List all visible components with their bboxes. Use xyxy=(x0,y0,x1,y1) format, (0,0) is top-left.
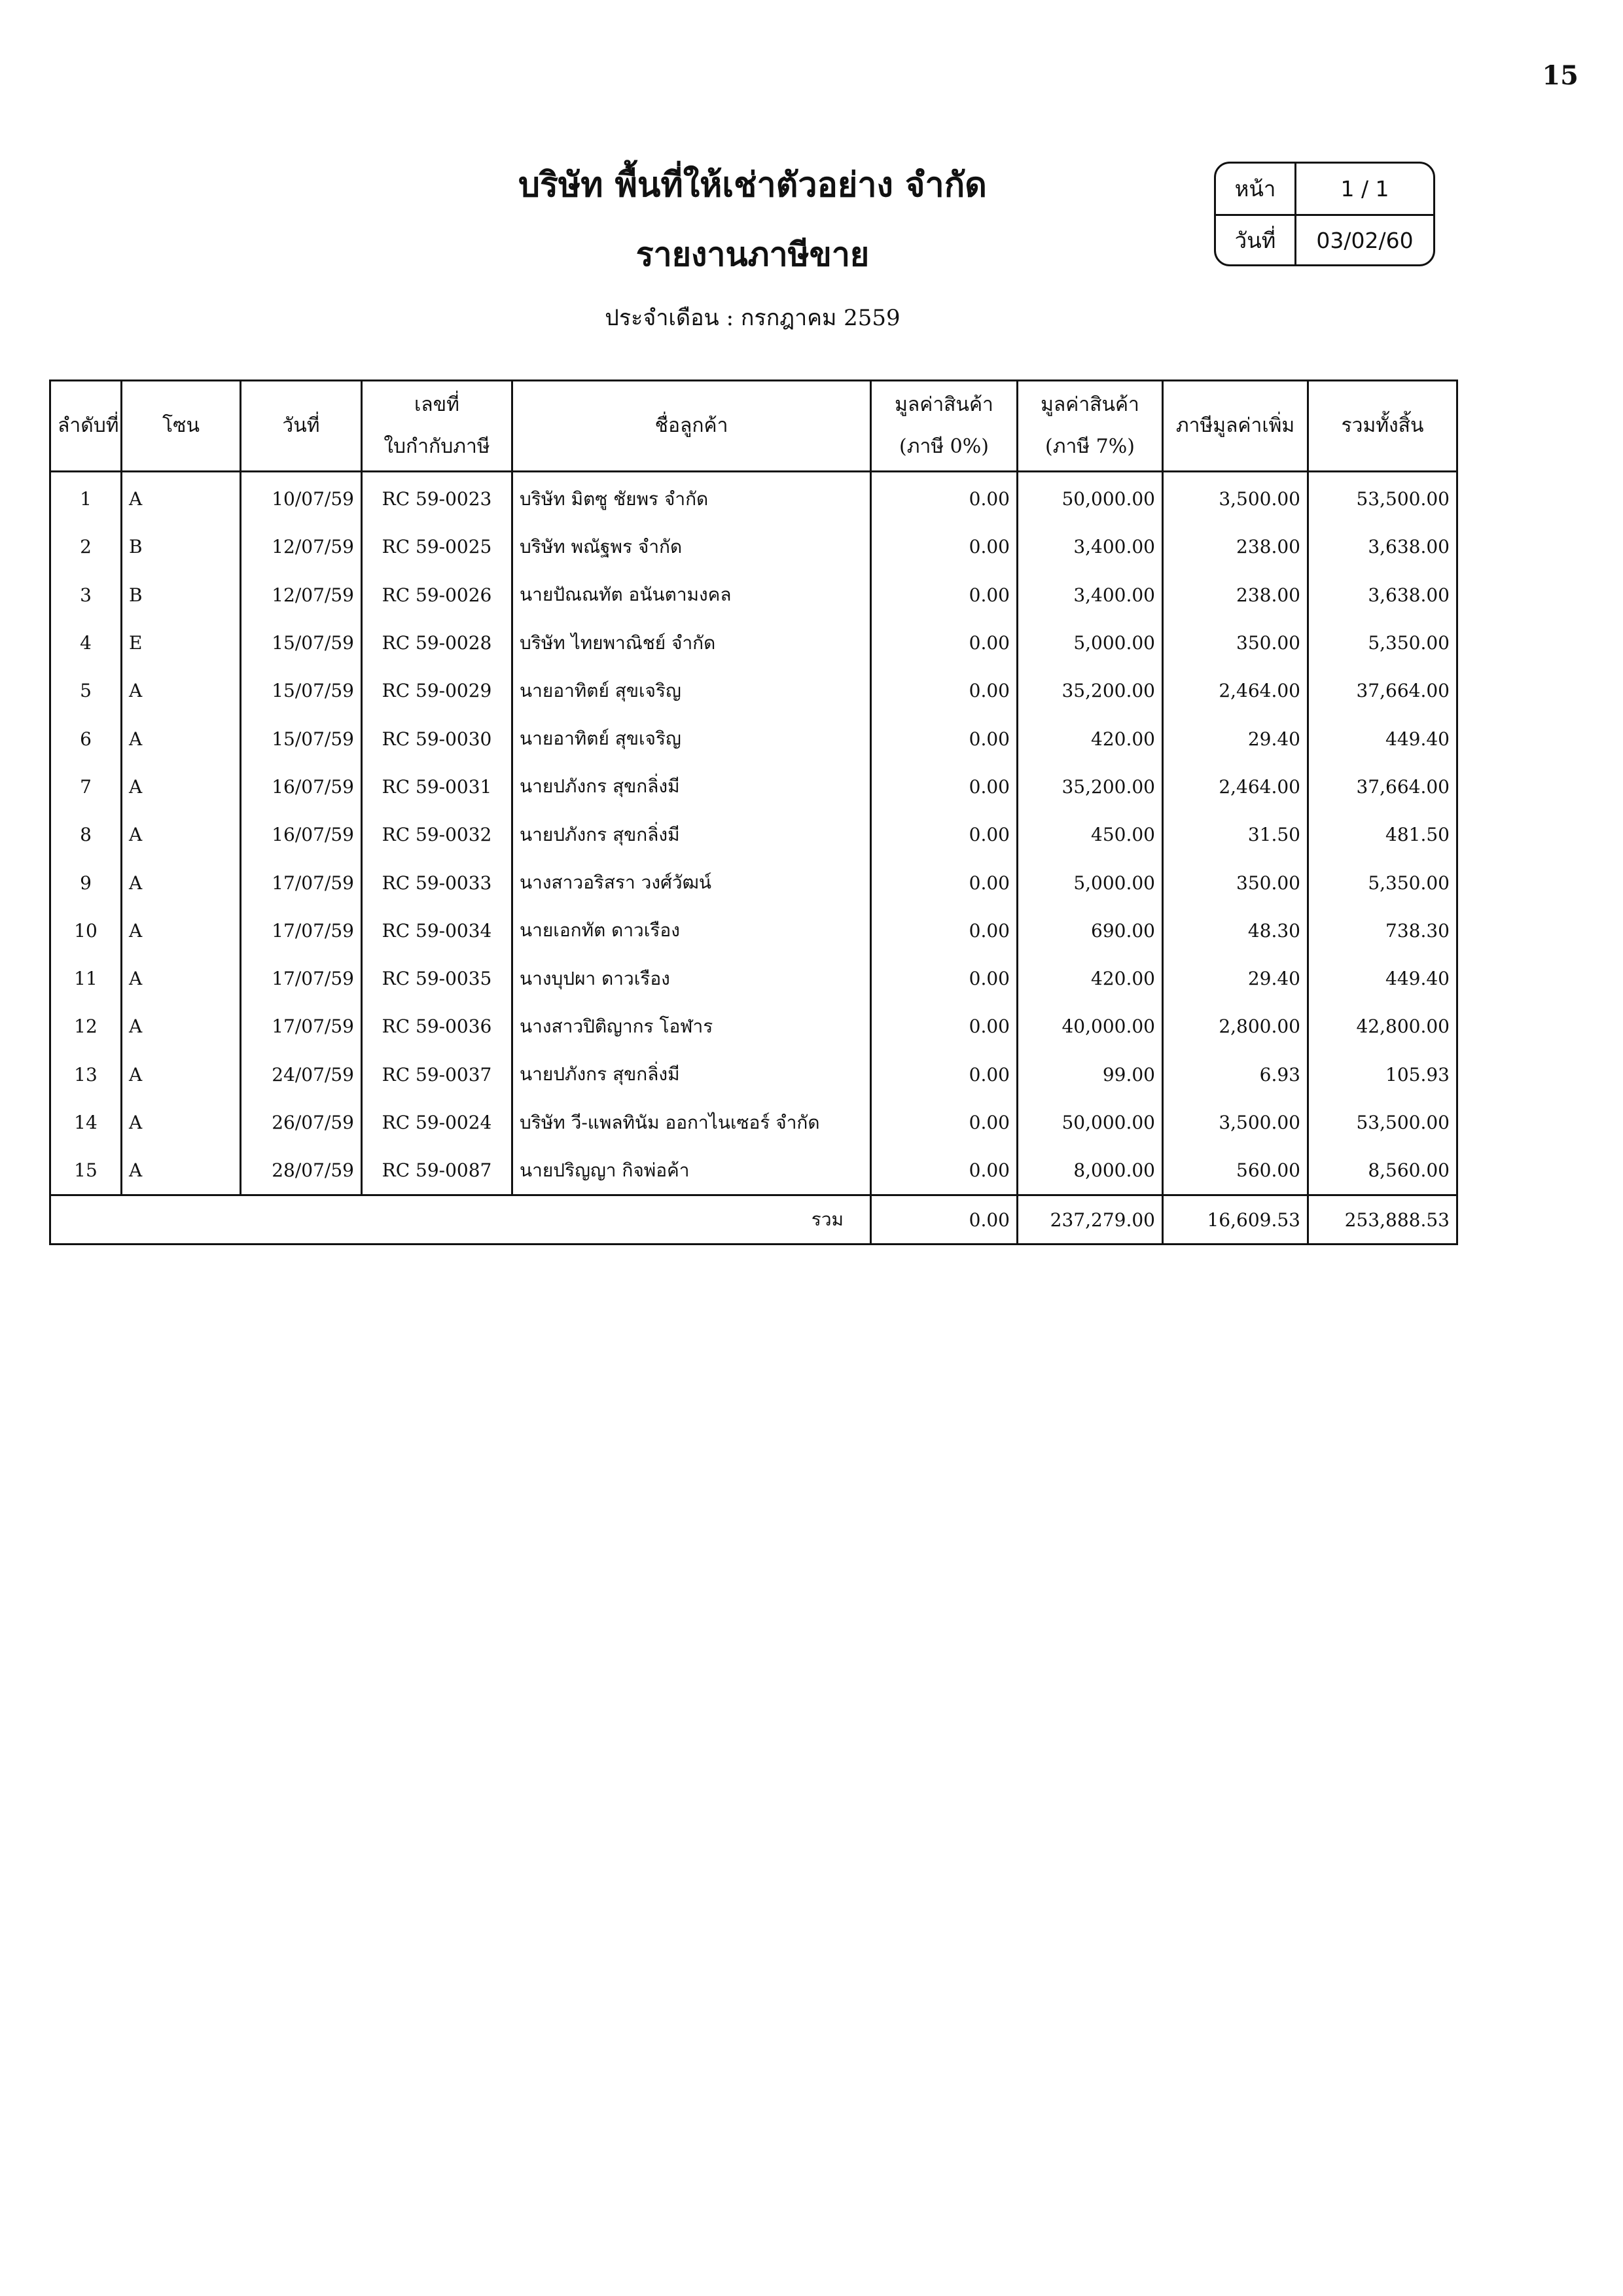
cell-vat: 350.00 xyxy=(1163,619,1308,667)
header-customer: ชื่อลูกค้า xyxy=(512,381,871,472)
cell-zone: B xyxy=(122,523,241,571)
cell-vat: 2,464.00 xyxy=(1163,763,1308,811)
cell-invoice: RC 59-0030 xyxy=(362,715,512,762)
cell-vat: 29.40 xyxy=(1163,955,1308,1002)
cell-value7: 50,000.00 xyxy=(1018,472,1163,523)
cell-date: 10/07/59 xyxy=(241,472,362,523)
table-row xyxy=(50,907,1457,955)
header-zone: โซน xyxy=(122,381,241,472)
cell-zone: A xyxy=(122,763,241,811)
cell-no: 6 xyxy=(50,715,122,762)
cell-value7: 3,400.00 xyxy=(1018,571,1163,619)
cell-no: 5 xyxy=(50,667,122,715)
cell-date: 17/07/59 xyxy=(241,858,362,906)
cell-total: 738.30 xyxy=(1308,907,1457,955)
cell-no: 3 xyxy=(50,571,122,619)
header-value0-line2: (ภาษี 0%) xyxy=(899,435,989,458)
cell-total: 37,664.00 xyxy=(1308,763,1457,811)
cell-vat: 6.93 xyxy=(1163,1051,1308,1099)
cell-zone: E xyxy=(122,619,241,667)
cell-value7: 5,000.00 xyxy=(1018,858,1163,906)
cell-zone: A xyxy=(122,858,241,906)
cell-value0: 0.00 xyxy=(871,811,1018,858)
cell-value0: 0.00 xyxy=(871,523,1018,571)
cell-total: 37,664.00 xyxy=(1308,667,1457,715)
cell-customer: บริษัท วี-แพลทินัม ออกาไนเซอร์ จำกัด xyxy=(512,1099,871,1146)
cell-zone: A xyxy=(122,955,241,1002)
cell-total: 481.50 xyxy=(1308,811,1457,858)
cell-total: 53,500.00 xyxy=(1308,472,1457,523)
header-total: รวมทั้งสิ้น xyxy=(1308,381,1457,472)
header-vat: ภาษีมูลค่าเพิ่ม xyxy=(1163,381,1308,472)
table-row xyxy=(50,472,1457,523)
cell-invoice: RC 59-0024 xyxy=(362,1099,512,1146)
header-invoice xyxy=(362,381,512,472)
cell-customer: นายอาทิตย์ สุขเจริญ xyxy=(512,715,871,762)
cell-zone: A xyxy=(122,907,241,955)
cell-no: 8 xyxy=(50,811,122,858)
cell-date: 24/07/59 xyxy=(241,1051,362,1099)
cell-no: 1 xyxy=(50,472,122,523)
cell-customer: นางบุปผา ดาวเรือง xyxy=(512,955,871,1002)
cell-invoice: RC 59-0036 xyxy=(362,1002,512,1050)
cell-date: 15/07/59 xyxy=(241,715,362,762)
cell-zone: B xyxy=(122,571,241,619)
cell-customer: บริษัท พณัฐพร จำกัด xyxy=(512,523,871,571)
cell-value0: 0.00 xyxy=(871,907,1018,955)
cell-value0: 0.00 xyxy=(871,619,1018,667)
table-row xyxy=(50,811,1457,858)
cell-zone: A xyxy=(122,715,241,762)
sales-tax-table-container xyxy=(49,380,1456,1245)
cell-customer: นายปัณณทัต อนันตามงคล xyxy=(512,571,871,619)
cell-total: 105.93 xyxy=(1308,1051,1457,1099)
cell-vat: 560.00 xyxy=(1163,1146,1308,1195)
cell-value7: 50,000.00 xyxy=(1018,1099,1163,1146)
cell-vat: 350.00 xyxy=(1163,858,1308,906)
sales-tax-table xyxy=(49,380,1458,1245)
cell-vat: 29.40 xyxy=(1163,715,1308,762)
cell-value0: 0.00 xyxy=(871,858,1018,906)
cell-value7: 420.00 xyxy=(1018,955,1163,1002)
cell-invoice: RC 59-0025 xyxy=(362,523,512,571)
cell-invoice: RC 59-0087 xyxy=(362,1146,512,1195)
table-row xyxy=(50,571,1457,619)
table-row xyxy=(50,667,1457,715)
cell-no: 7 xyxy=(50,763,122,811)
cell-customer: นายปภังกร สุขกลิ่งมี xyxy=(512,763,871,811)
date-value: 03/02/60 xyxy=(1316,227,1414,253)
cell-customer: นางสาวปิติญากร โอฬาร xyxy=(512,1002,871,1050)
cell-no: 11 xyxy=(50,955,122,1002)
table-row xyxy=(50,619,1457,667)
cell-invoice: RC 59-0033 xyxy=(362,858,512,906)
cell-vat: 238.00 xyxy=(1163,571,1308,619)
header-row xyxy=(50,381,1457,472)
table-row xyxy=(50,858,1457,906)
cell-no: 13 xyxy=(50,1051,122,1099)
cell-no: 14 xyxy=(50,1099,122,1146)
cell-date: 12/07/59 xyxy=(241,571,362,619)
cell-invoice: RC 59-0029 xyxy=(362,667,512,715)
totals-value7: 237,279.00 xyxy=(1018,1195,1163,1245)
cell-vat: 238.00 xyxy=(1163,523,1308,571)
header-value7-line2: (ภาษี 7%) xyxy=(1045,435,1135,458)
header-value0-line1: มูลค่าสินค้า xyxy=(895,393,993,416)
cell-date: 28/07/59 xyxy=(241,1146,362,1195)
cell-total: 3,638.00 xyxy=(1308,523,1457,571)
cell-invoice: RC 59-0031 xyxy=(362,763,512,811)
table-row xyxy=(50,1002,1457,1050)
cell-value7: 8,000.00 xyxy=(1018,1146,1163,1195)
cell-value0: 0.00 xyxy=(871,1099,1018,1146)
cell-invoice: RC 59-0035 xyxy=(362,955,512,1002)
cell-customer: บริษัท มิตซู ชัยพร จำกัด xyxy=(512,472,871,523)
cell-no: 2 xyxy=(50,523,122,571)
table-row xyxy=(50,1146,1457,1195)
header-invoice-line1: เลขที่ xyxy=(414,393,459,416)
cell-customer: นายปภังกร สุขกลิ่งมี xyxy=(512,1051,871,1099)
cell-value0: 0.00 xyxy=(871,667,1018,715)
cell-customer: นายอาทิตย์ สุขเจริญ xyxy=(512,667,871,715)
page-number: 15 xyxy=(1542,60,1578,91)
cell-value7: 35,200.00 xyxy=(1018,667,1163,715)
date-info-row xyxy=(1216,214,1433,264)
cell-value7: 690.00 xyxy=(1018,907,1163,955)
cell-zone: A xyxy=(122,472,241,523)
report-period: ประจำเดือน : กรกฎาคม 2559 xyxy=(605,305,901,331)
cell-value0: 0.00 xyxy=(871,715,1018,762)
header-value7 xyxy=(1018,381,1163,472)
table-row xyxy=(50,523,1457,571)
cell-date: 17/07/59 xyxy=(241,1002,362,1050)
date-label: วันที่ xyxy=(1216,216,1296,264)
cell-value0: 0.00 xyxy=(871,472,1018,523)
cell-no: 9 xyxy=(50,858,122,906)
cell-total: 449.40 xyxy=(1308,955,1457,1002)
cell-invoice: RC 59-0026 xyxy=(362,571,512,619)
cell-value0: 0.00 xyxy=(871,1002,1018,1050)
cell-invoice: RC 59-0034 xyxy=(362,907,512,955)
cell-customer: นายปภังกร สุขกลิ่งมี xyxy=(512,811,871,858)
cell-date: 26/07/59 xyxy=(241,1099,362,1146)
totals-label: รวม xyxy=(50,1195,871,1245)
cell-customer: บริษัท ไทยพาณิชย์ จำกัด xyxy=(512,619,871,667)
cell-zone: A xyxy=(122,1002,241,1050)
cell-no: 10 xyxy=(50,907,122,955)
cell-invoice: RC 59-0023 xyxy=(362,472,512,523)
cell-value7: 40,000.00 xyxy=(1018,1002,1163,1050)
cell-date: 15/07/59 xyxy=(241,667,362,715)
page-value: 1 / 1 xyxy=(1340,176,1389,202)
page-label: หน้า xyxy=(1216,164,1296,214)
table-row xyxy=(50,1051,1457,1099)
totals-value0: 0.00 xyxy=(871,1195,1018,1245)
header-invoice-line2: ใบกำกับภาษี xyxy=(383,435,490,458)
cell-value0: 0.00 xyxy=(871,955,1018,1002)
table-header xyxy=(50,381,1457,472)
cell-vat: 48.30 xyxy=(1163,907,1308,955)
cell-zone: A xyxy=(122,1146,241,1195)
totals-total: 253,888.53 xyxy=(1308,1195,1457,1245)
header-no: ลำดับที่ xyxy=(50,381,122,472)
table-row xyxy=(50,715,1457,762)
cell-zone: A xyxy=(122,667,241,715)
cell-customer: นายเอกทัต ดาวเรือง xyxy=(512,907,871,955)
table-row xyxy=(50,1099,1457,1146)
cell-zone: A xyxy=(122,1051,241,1099)
cell-no: 4 xyxy=(50,619,122,667)
cell-total: 53,500.00 xyxy=(1308,1099,1457,1146)
cell-total: 42,800.00 xyxy=(1308,1002,1457,1050)
cell-date: 17/07/59 xyxy=(241,955,362,1002)
totals-vat: 16,609.53 xyxy=(1163,1195,1308,1245)
cell-vat: 2,800.00 xyxy=(1163,1002,1308,1050)
cell-customer: นางสาวอริสรา วงศ์วัฒน์ xyxy=(512,858,871,906)
page-info-row xyxy=(1216,164,1433,214)
page-info-box xyxy=(1214,162,1435,266)
table-body xyxy=(50,472,1457,1195)
cell-total: 8,560.00 xyxy=(1308,1146,1457,1195)
cell-vat: 31.50 xyxy=(1163,811,1308,858)
cell-value7: 99.00 xyxy=(1018,1051,1163,1099)
cell-value0: 0.00 xyxy=(871,1146,1018,1195)
cell-zone: A xyxy=(122,1099,241,1146)
cell-value0: 0.00 xyxy=(871,571,1018,619)
cell-invoice: RC 59-0028 xyxy=(362,619,512,667)
table-footer xyxy=(50,1195,1457,1245)
cell-total: 5,350.00 xyxy=(1308,619,1457,667)
cell-value7: 5,000.00 xyxy=(1018,619,1163,667)
cell-value7: 420.00 xyxy=(1018,715,1163,762)
cell-date: 12/07/59 xyxy=(241,523,362,571)
table-row xyxy=(50,763,1457,811)
cell-date: 17/07/59 xyxy=(241,907,362,955)
company-name: บริษัท พื้นที่ให้เช่าตัวอย่าง จำกัด xyxy=(518,165,987,205)
table-row xyxy=(50,955,1457,1002)
cell-date: 15/07/59 xyxy=(241,619,362,667)
cell-vat: 2,464.00 xyxy=(1163,667,1308,715)
cell-no: 12 xyxy=(50,1002,122,1050)
cell-zone: A xyxy=(122,811,241,858)
header-value0 xyxy=(871,381,1018,472)
cell-total: 449.40 xyxy=(1308,715,1457,762)
cell-date: 16/07/59 xyxy=(241,811,362,858)
cell-invoice: RC 59-0037 xyxy=(362,1051,512,1099)
cell-value0: 0.00 xyxy=(871,763,1018,811)
cell-date: 16/07/59 xyxy=(241,763,362,811)
report-title: รายงานภาษีขาย xyxy=(635,235,870,274)
cell-total: 3,638.00 xyxy=(1308,571,1457,619)
header-value7-line1: มูลค่าสินค้า xyxy=(1041,393,1139,416)
totals-row xyxy=(50,1195,1457,1245)
cell-value7: 35,200.00 xyxy=(1018,763,1163,811)
cell-invoice: RC 59-0032 xyxy=(362,811,512,858)
cell-value7: 3,400.00 xyxy=(1018,523,1163,571)
cell-value0: 0.00 xyxy=(871,1051,1018,1099)
cell-vat: 3,500.00 xyxy=(1163,472,1308,523)
cell-value7: 450.00 xyxy=(1018,811,1163,858)
cell-vat: 3,500.00 xyxy=(1163,1099,1308,1146)
cell-no: 15 xyxy=(50,1146,122,1195)
cell-customer: นายปริญญา กิจพ่อค้า xyxy=(512,1146,871,1195)
cell-total: 5,350.00 xyxy=(1308,858,1457,906)
header-date: วันที่ xyxy=(241,381,362,472)
